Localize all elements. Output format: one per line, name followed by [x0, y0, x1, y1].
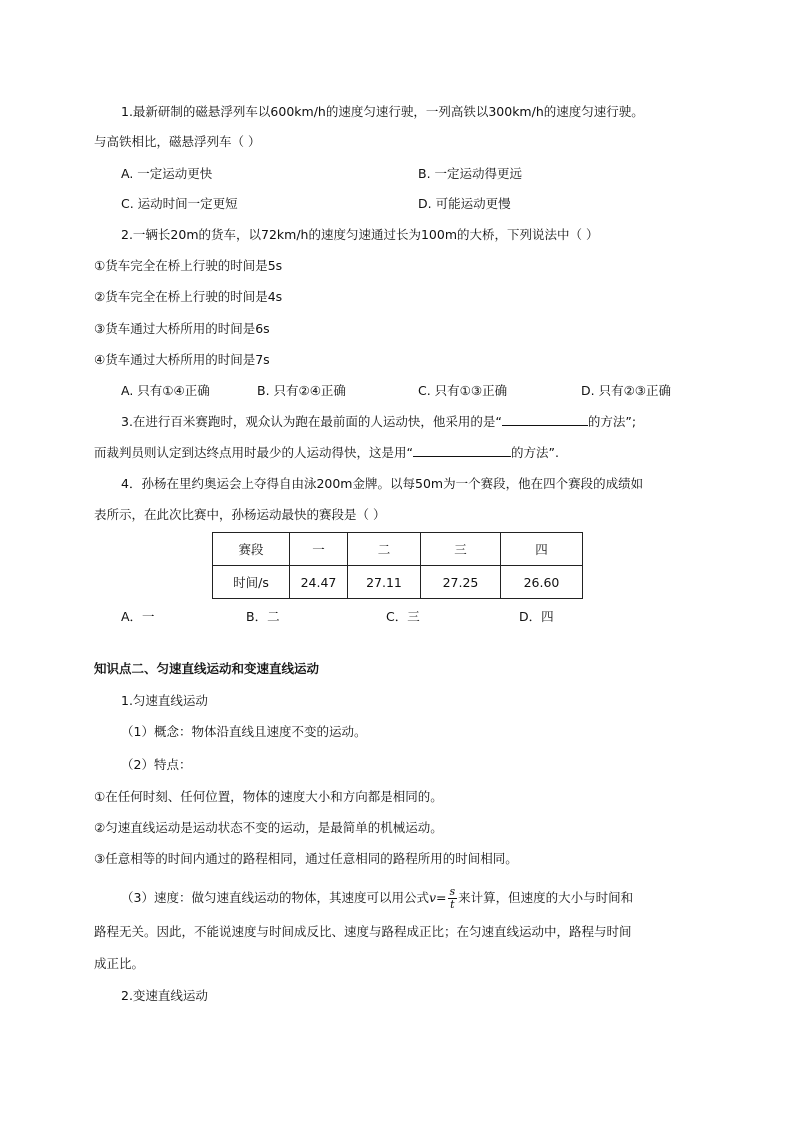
speed-line3: 成正比。	[94, 956, 145, 971]
q1-option-d: D. 可能运动更慢	[418, 196, 511, 211]
q1-option-b: B. 一定运动得更远	[418, 166, 523, 181]
q1-option-a: A. 一定运动更快	[121, 166, 213, 181]
speed-text: （3）速度：做匀速直线运动的物体，其速度可以用公式	[121, 890, 429, 905]
section-subheading-1: 1.匀速直线运动	[121, 693, 208, 708]
table-cell: 27.25	[421, 566, 501, 599]
speed-formula-eq: =	[436, 890, 447, 905]
q4-option-d: D．四	[519, 609, 554, 624]
section-heading: 知识点二、匀速直线运动和变速直线运动	[94, 661, 320, 676]
q4-stem-line2: 表所示，在此次比赛中，孙杨运动最快的赛段是（ ）	[94, 507, 386, 522]
speed-line2: 路程无关。因此，不能说速度与时间成反比、速度与路程成正比；在匀速直线运动中，路程与时间	[94, 924, 632, 939]
feature-3: ③任意相等的时间内通过的路程相同，通过任意相同的路程所用的时间相同。	[94, 851, 518, 866]
q1-stem-line2: 与高铁相比，磁悬浮列车（ ）	[94, 134, 261, 149]
q2-option-d: D. 只有②③正确	[581, 383, 671, 398]
concept-line: （1）概念：物体沿直线且速度不变的运动。	[121, 724, 367, 739]
q4-option-a: A．一	[121, 609, 155, 624]
table-header-cell: 赛段	[213, 533, 290, 566]
q3-line2-text: 而裁判员则认定到达终点用时最少的人运动得快，这是用“	[94, 445, 413, 460]
q2-stem: 2.一辆长20m的货车，以72km/h的速度匀速通过长为100m的大桥，下列说法中（ ）	[121, 227, 599, 242]
q2-option-b: B. 只有②④正确	[257, 383, 346, 398]
speed-line1	[121, 886, 633, 911]
q3-line2	[94, 444, 559, 462]
q4-option-c: C．三	[386, 609, 420, 624]
table-header-cell: 二	[348, 533, 421, 566]
q2-statement-4: ④货车通过大桥所用的时间是7s	[94, 352, 270, 367]
fraction-denominator: t	[450, 898, 455, 911]
table-cell: 26.60	[501, 566, 583, 599]
q3-line1-tail: 的方法”;	[587, 414, 637, 429]
feature-1: ①在任何时刻、任何位置，物体的速度大小和方向都是相同的。	[94, 789, 443, 804]
speed-formula-v: v	[428, 890, 437, 905]
features-line: （2）特点：	[121, 757, 192, 772]
q2-statement-3: ③货车通过大桥所用的时间是6s	[94, 321, 270, 336]
table-cell: 时间/s	[213, 566, 290, 599]
table-header-cell: 四	[501, 533, 583, 566]
q3-answer-blank-1[interactable]	[502, 413, 588, 426]
table-row	[213, 566, 583, 599]
q2-option-c: C. 只有①③正确	[418, 383, 508, 398]
q3-answer-blank-2[interactable]	[413, 444, 511, 457]
q3-line1-text: 3.在进行百米赛跑时，观众认为跑在最前面的人运动快，他采用的是“	[121, 414, 502, 429]
q2-option-a: A. 只有①④正确	[121, 383, 210, 398]
q3-line1	[121, 413, 636, 431]
table-cell: 27.11	[348, 566, 421, 599]
speed-text-tail: 来计算，但速度的大小与时间和	[458, 890, 634, 905]
fraction-numerator: s	[449, 885, 456, 898]
table-cell: 24.47	[290, 566, 348, 599]
table-row	[213, 533, 583, 566]
table-header-cell: 三	[421, 533, 501, 566]
speed-formula-fraction	[448, 886, 458, 911]
q1-option-c: C. 运动时间一定更短	[121, 196, 238, 211]
q4-stem-line1: 4．孙杨在里约奥运会上夺得自由泳200m金牌。以每50m为一个赛段，他在四个赛段的成绩如	[121, 476, 644, 491]
q1-stem-line1: 1.最新研制的磁悬浮列车以600km/h的速度匀速行驶，一列高铁以300km/h的速度匀速行驶。	[121, 104, 644, 119]
q4-option-b: B．二	[246, 609, 280, 624]
section-subheading-2: 2.变速直线运动	[121, 988, 208, 1003]
q4-results-table	[212, 532, 583, 599]
q2-statement-2: ②货车完全在桥上行驶的时间是4s	[94, 289, 283, 304]
q3-line2-tail: 的方法”.	[510, 445, 559, 460]
q2-statement-1: ①货车完全在桥上行驶的时间是5s	[94, 258, 283, 273]
table-header-cell: 一	[290, 533, 348, 566]
feature-2: ②匀速直线运动是运动状态不变的运动，是最简单的机械运动。	[94, 820, 443, 835]
